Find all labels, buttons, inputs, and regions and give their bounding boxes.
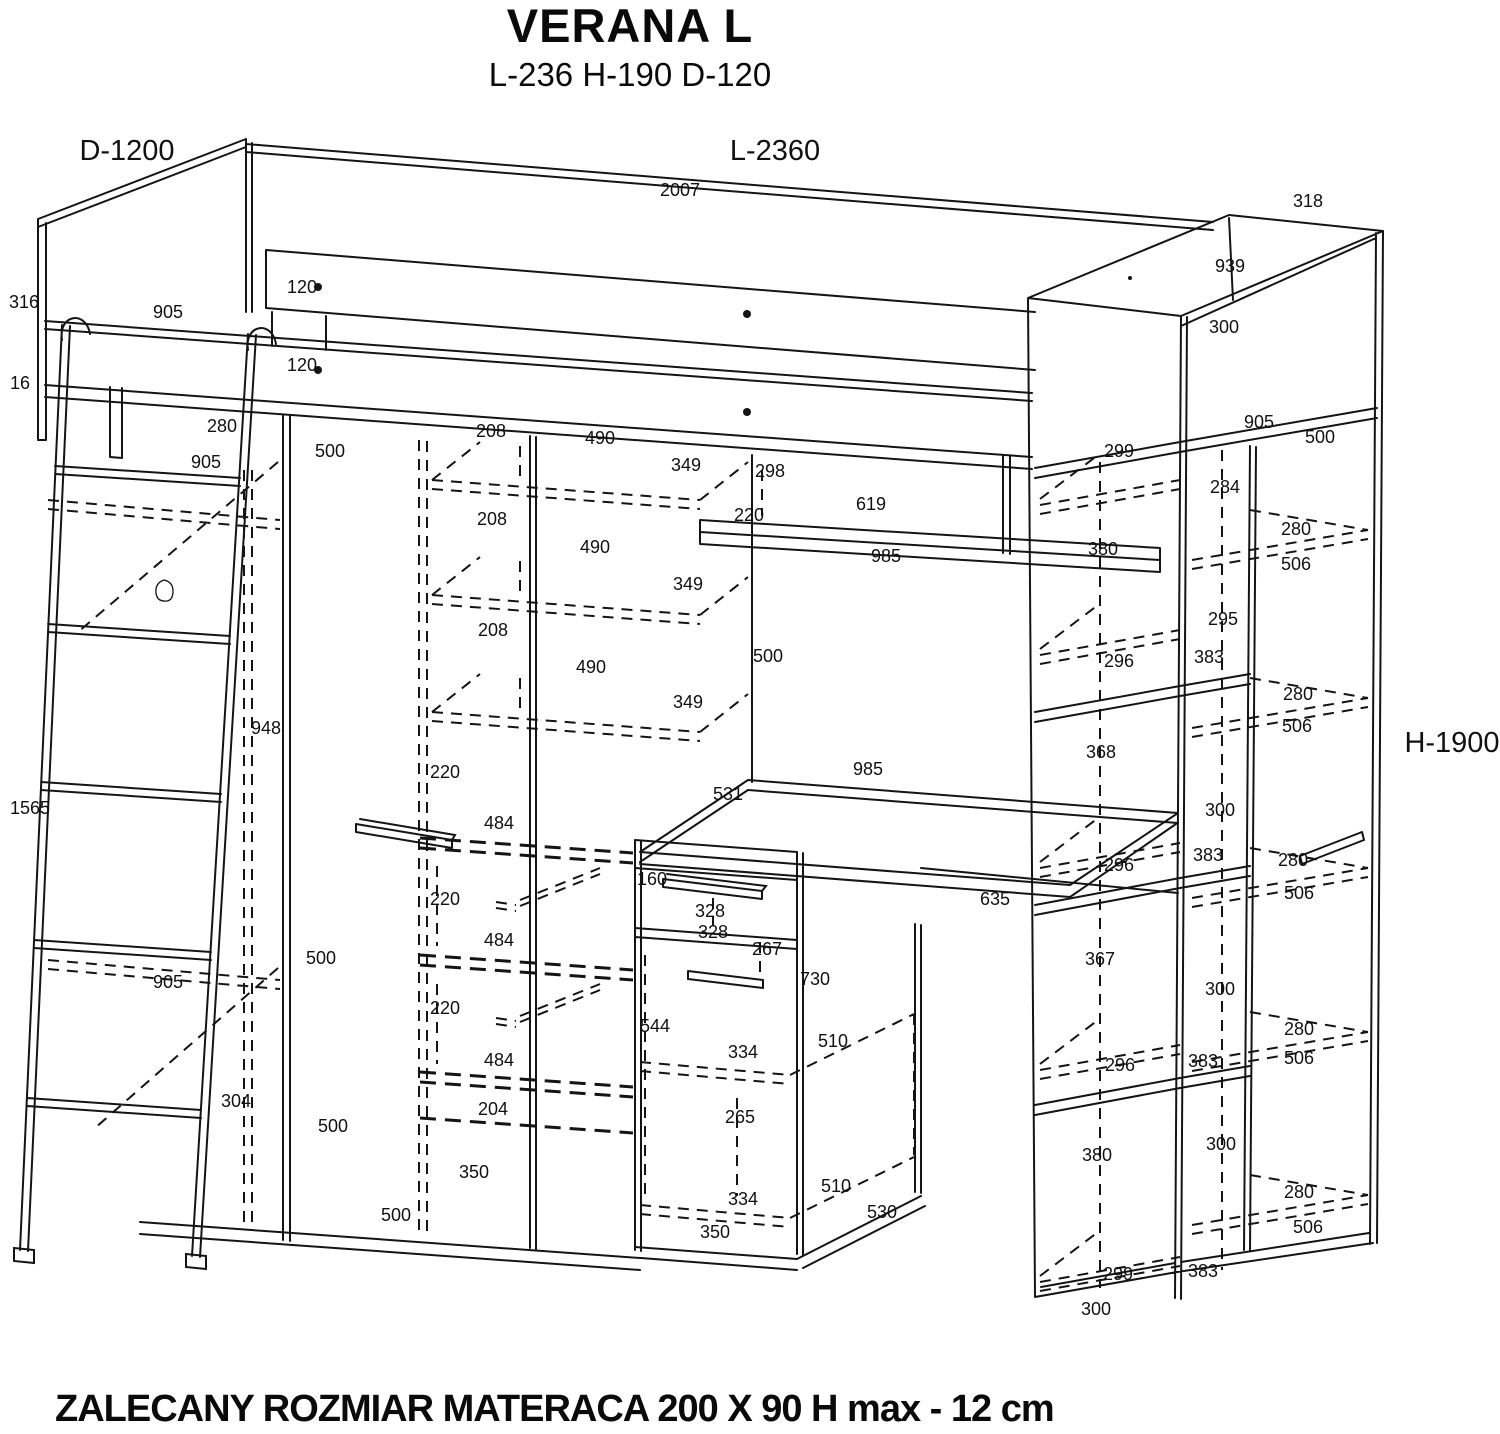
dimension-label: 296 <box>1103 651 1135 671</box>
dimension-label: 296 <box>1103 855 1135 875</box>
dimension-label: 500 <box>305 948 337 968</box>
dimension-label: 530 <box>866 1202 898 1222</box>
dimension-label: 220 <box>429 998 461 1018</box>
dimension-labels-layer <box>9 180 1335 1319</box>
dimension-label: 383 <box>1187 1051 1219 1071</box>
dimension-label: 500 <box>752 646 784 666</box>
dimension-label: 350 <box>699 1222 731 1242</box>
mattress-note: ZALECANY ROZMIAR MATERACA 200 X 90 H max - 12 cm <box>55 1388 1054 1430</box>
axis-labels-layer <box>79 135 1499 759</box>
dimension-label: 506 <box>1283 883 1315 903</box>
dimension-label: 284 <box>1209 477 1241 497</box>
drill-hole-dot <box>1128 276 1132 280</box>
dimension-label: 506 <box>1280 554 1312 574</box>
dimension-label: 220 <box>429 762 461 782</box>
dimension-label: 380 <box>1087 539 1119 559</box>
dimension-label: 2007 <box>659 180 701 200</box>
dimension-label: 349 <box>670 455 702 475</box>
dimension-label: 280 <box>206 416 238 436</box>
dimension-label: 484 <box>483 930 515 950</box>
dimension-label: 280 <box>1277 850 1309 870</box>
dimension-label: 334 <box>727 1042 759 1062</box>
dimension-label: 208 <box>475 421 507 441</box>
dimension-label: 506 <box>1283 1048 1315 1068</box>
dimension-label: 280 <box>1283 1182 1315 1202</box>
dimension-label: 544 <box>639 1016 671 1036</box>
dimension-label: 296 <box>1104 1055 1136 1075</box>
dimension-label: 160 <box>636 869 668 889</box>
dimension-label: 300 <box>1204 800 1236 820</box>
dimension-label: 619 <box>855 494 887 514</box>
dimension-label: 299 <box>1102 1264 1134 1284</box>
dimension-label: 380 <box>1081 1145 1113 1165</box>
dimension-label: 298 <box>754 461 786 481</box>
ladder-lines <box>14 318 276 1269</box>
dimension-label: 300 <box>1204 979 1236 999</box>
dimension-label: 905 <box>190 452 222 472</box>
dimension-label: 500 <box>380 1205 412 1225</box>
dimension-label: 985 <box>870 546 902 566</box>
dimension-label: 367 <box>1084 949 1116 969</box>
dimension-label: 490 <box>575 657 607 677</box>
dimension-label: 280 <box>1282 684 1314 704</box>
dimension-label: 300 <box>1080 1299 1112 1319</box>
dimension-label: 484 <box>483 1050 515 1070</box>
dimension-label: 368 <box>1085 742 1117 762</box>
dimension-label: 349 <box>672 574 704 594</box>
drill-hole-dots <box>314 276 1132 416</box>
dimension-label: 510 <box>817 1031 849 1051</box>
base-lines <box>140 1196 925 1270</box>
dimension-label: 500 <box>314 441 346 461</box>
dimension-label: 220 <box>733 505 765 525</box>
dimension-label: 939 <box>1214 256 1246 276</box>
dimension-label: 506 <box>1281 716 1313 736</box>
dimension-label: 905 <box>152 972 184 992</box>
dimension-label: 267 <box>751 939 783 959</box>
hidden-edges <box>48 440 1368 1291</box>
dimension-label: 500 <box>317 1116 349 1136</box>
dimension-label: 328 <box>697 922 729 942</box>
dimension-label: 383 <box>1192 845 1224 865</box>
dimension-label: 349 <box>672 692 704 712</box>
latch-detail <box>156 580 173 601</box>
dimension-label: 500 <box>1304 427 1336 447</box>
dimension-label: 265 <box>724 1107 756 1127</box>
dimension-label: 1565 <box>9 798 51 818</box>
dimension-label: 905 <box>152 302 184 322</box>
dimension-label: 328 <box>694 901 726 921</box>
hidden-shelf-edges <box>420 838 633 1133</box>
page-subtitle: L-236 H-190 D-120 <box>488 56 772 93</box>
dimension-label: 120 <box>286 355 318 375</box>
dimension-label: 208 <box>477 620 509 640</box>
dimension-label: 383 <box>1193 647 1225 667</box>
dimension-label: 304 <box>220 1091 252 1111</box>
dimension-label: 484 <box>483 813 515 833</box>
wall-shelf-lines <box>700 455 1160 782</box>
dimension-label: 531 <box>712 784 744 804</box>
dimension-label: 16 <box>9 373 31 393</box>
dimension-label: 280 <box>1283 1019 1315 1039</box>
dimension-label: 510 <box>820 1176 852 1196</box>
dimension-label: 334 <box>727 1189 759 1209</box>
desk-lines <box>635 780 1178 1255</box>
dimension-label: 318 <box>1292 191 1324 211</box>
dimension-label: 350 <box>458 1162 490 1182</box>
page-title: VERANA L <box>506 0 754 52</box>
dimension-label: 295 <box>1207 609 1239 629</box>
dimension-label: 316 <box>8 292 40 312</box>
dimension-label: 300 <box>1208 317 1240 337</box>
dimension-label: 120 <box>286 277 318 297</box>
dimension-label: 506 <box>1292 1217 1324 1237</box>
dimension-label: 730 <box>799 969 831 989</box>
dimension-label: 948 <box>250 718 282 738</box>
dimension-label: 280 <box>1280 519 1312 539</box>
drill-hole-dot <box>743 310 751 318</box>
axis-label: L-2360 <box>729 135 821 167</box>
drill-hole-dot <box>743 408 751 416</box>
dimension-label: 220 <box>429 889 461 909</box>
dimension-label: 299 <box>1103 441 1135 461</box>
dimension-label: 490 <box>579 537 611 557</box>
dimension-label: 490 <box>584 428 616 448</box>
dimension-label: 208 <box>476 509 508 529</box>
axis-label: D-1200 <box>79 135 175 167</box>
dimension-label: 204 <box>477 1099 509 1119</box>
dimension-label: 300 <box>1205 1134 1237 1154</box>
dimension-label: 383 <box>1187 1261 1219 1281</box>
dimension-label: 985 <box>852 759 884 779</box>
axis-label: H-1900 <box>1404 727 1500 759</box>
dimension-label: 905 <box>1243 412 1275 432</box>
dimension-label: 635 <box>979 889 1011 909</box>
